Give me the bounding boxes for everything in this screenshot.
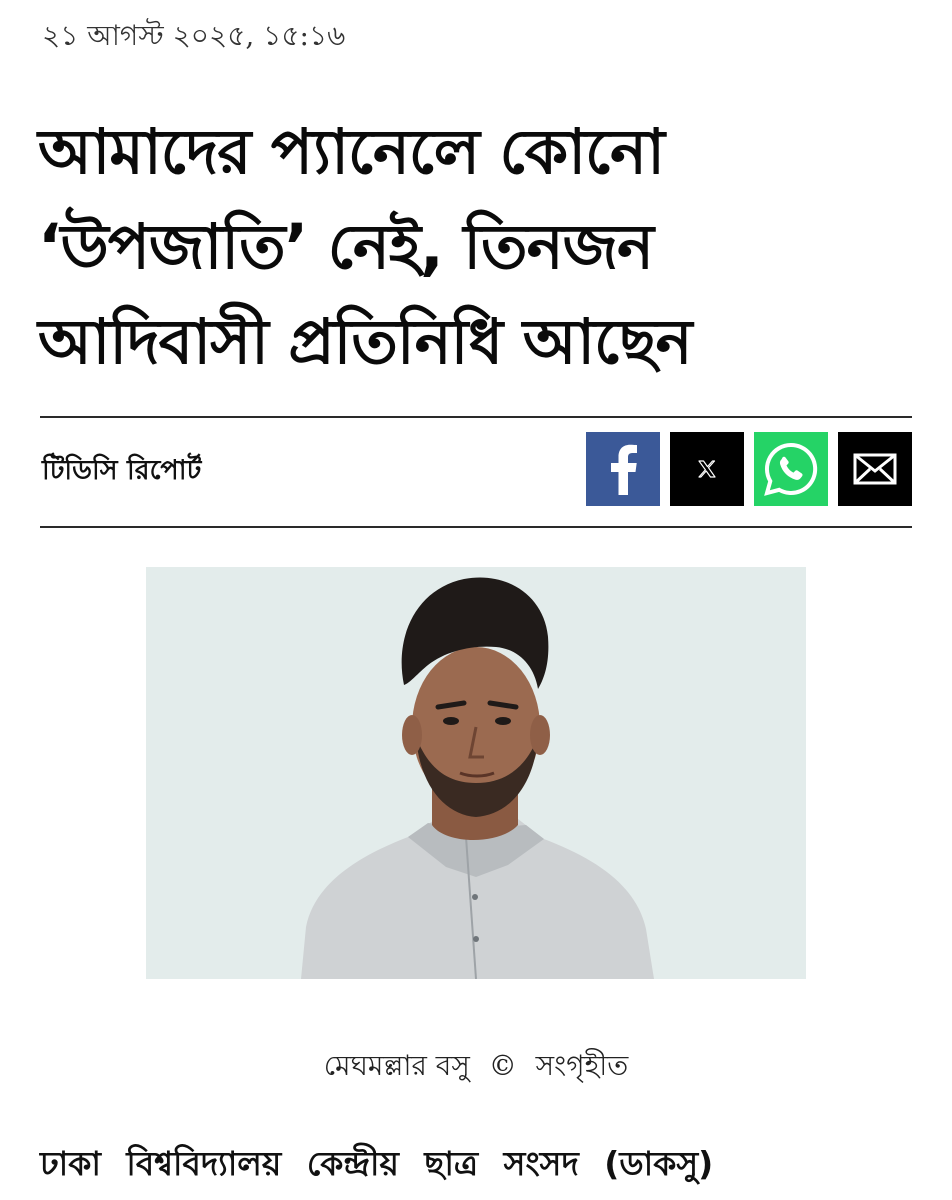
byline: টিডিসি রিপোর্ট bbox=[42, 455, 202, 486]
portrait-illustration bbox=[146, 567, 806, 979]
article-timestamp: ২১ আগস্ট ২০২৫, ১৫:১৬ bbox=[42, 19, 346, 52]
whatsapp-icon bbox=[761, 439, 821, 499]
caption-credit: সংগৃহীত bbox=[535, 1049, 629, 1082]
photo-caption bbox=[0, 1044, 952, 1091]
x-icon bbox=[697, 459, 717, 479]
whatsapp-share-button[interactable] bbox=[754, 432, 828, 506]
share-bar bbox=[586, 432, 912, 506]
x-share-button[interactable] bbox=[670, 432, 744, 506]
bottom-divider bbox=[40, 526, 912, 528]
article-headline bbox=[38, 104, 918, 389]
caption-name: মেঘমল্লার বসু bbox=[323, 1049, 470, 1082]
headline-line-1: আমাদের প্যানেলে কোনো bbox=[38, 115, 664, 188]
copyright-icon: © bbox=[488, 1049, 517, 1082]
top-divider bbox=[40, 416, 912, 418]
mail-icon bbox=[853, 453, 897, 485]
facebook-share-button[interactable] bbox=[586, 432, 660, 506]
article-lede: ঢাকা বিশ্ববিদ্যালয় কেন্দ্রীয় ছাত্র সংসদ (ডাকসু) bbox=[40, 1144, 714, 1183]
facebook-icon bbox=[608, 443, 638, 495]
email-share-button[interactable] bbox=[838, 432, 912, 506]
headline-line-2: ‘উপজাতি’ নেই, তিনজন bbox=[38, 210, 654, 283]
headline-line-3: আদিবাসী প্রতিনিধি আছেন bbox=[38, 305, 692, 378]
article-photo bbox=[146, 567, 806, 979]
